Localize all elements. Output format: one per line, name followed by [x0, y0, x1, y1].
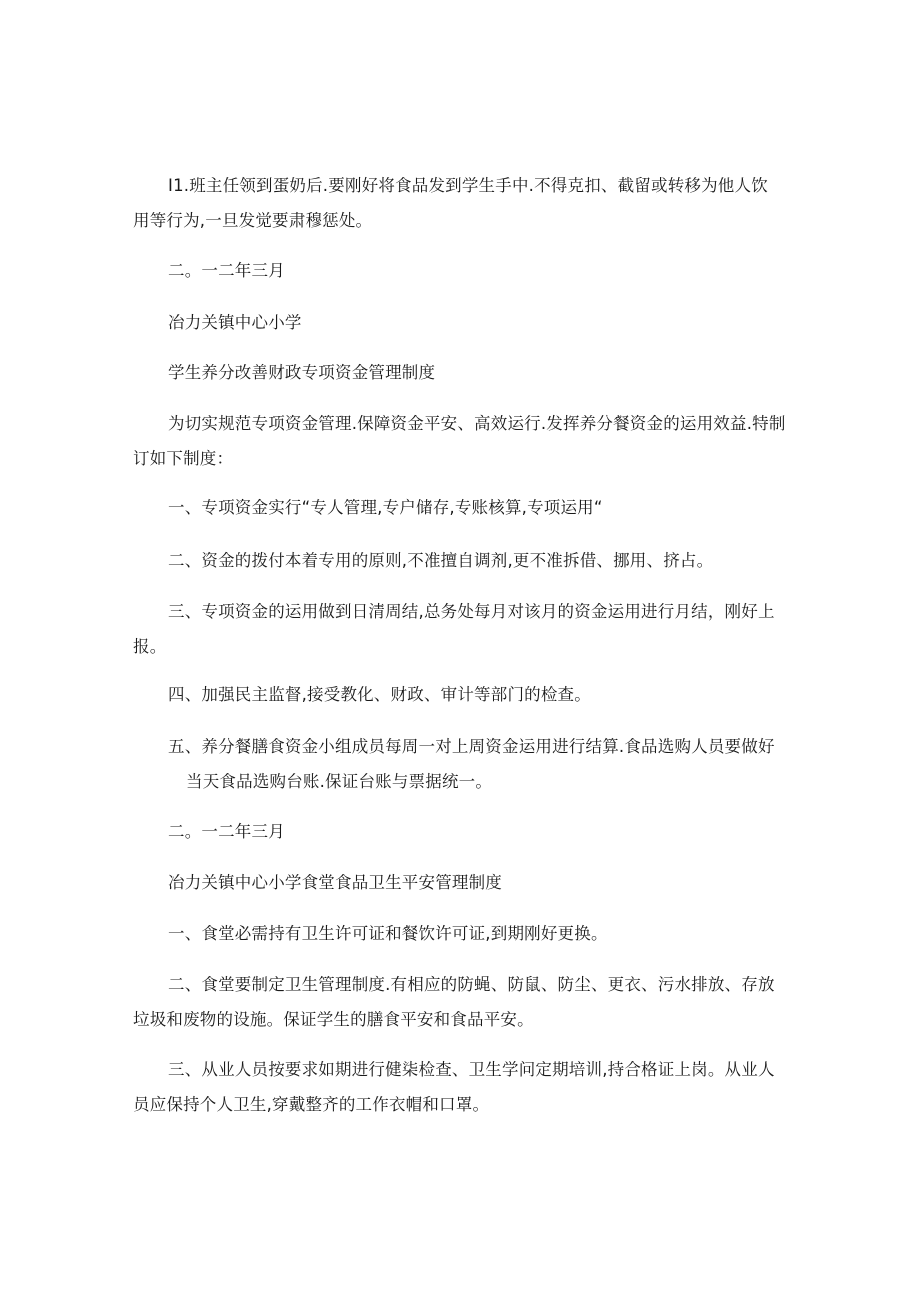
text-line: 三、专项资金的运用做到日清周结,总务处每月对该月的资金运用进行月结，刚好上: [168, 602, 775, 621]
text-line: I1.班主任领到蛋奶后.要刚好将食品发到学生手中.不得克扣、截留或转移为他人饮: [168, 176, 768, 195]
text-line: 二。一二年三月: [168, 261, 285, 280]
text-line: 一、食堂必需持有卫生许可证和餐饮许可证,到期刚好更换。: [168, 924, 608, 943]
text-line: 一、专项资金实行“专人管理,专户储存,专账核算,专项运用“: [168, 498, 603, 517]
canteen-rule-1: [133, 916, 793, 951]
school-name: [133, 305, 793, 340]
section-title-canteen: [133, 865, 793, 900]
text-line: 二、资金的拨付本着专用的原则,不准擅自调剂,更不准拆借、挪用、挤占。: [168, 551, 714, 570]
text-line: 四、加强民主监督,接受教化、财政、审计等部门的检查。: [168, 685, 591, 704]
rule-item-2: [133, 543, 793, 578]
text-line: 学生养分改善财政专项资金管理制度: [168, 363, 436, 382]
rule-item-3: [133, 594, 793, 664]
text-line: 员应保持个人卫生,穿戴整齐的工作衣帽和口罩。: [133, 1095, 490, 1114]
text-line: 三、从业人员按要求如期进行健柒检查、卫生学问定期培训,持合格证上岗。从业人: [168, 1060, 775, 1079]
rule-item-4: [133, 677, 793, 712]
text-line: 订如下制度：: [133, 449, 234, 468]
text-line: 冶力关镇中心小学食堂食品卫生平安管理制度: [168, 873, 502, 892]
paragraph-intro: [133, 406, 793, 476]
text-line: 当天食品选购台账.保证台账与票据统一。: [186, 772, 493, 791]
text-line: 冶力关镇中心小学: [168, 313, 302, 332]
text-line: 用等行为,一旦发觉要肃穆惩处。: [133, 211, 373, 230]
date-line: [133, 814, 793, 849]
rule-item-1: [133, 490, 793, 525]
text-line: 垃圾和废物的设施。保证学生的膳食平安和食品平安。: [133, 1010, 534, 1029]
text-line: 五、养分餐膳食资金小组成员每周一对上周资金运用进行结算.食品选购人员要做好: [168, 737, 775, 756]
canteen-rule-3: [133, 1052, 793, 1122]
rule-item-5: [133, 729, 793, 799]
paragraph-milk-distribution: [133, 168, 793, 238]
text-line: 二、食堂要制定卫生管理制度.有相应的防蝇、防鼠、防尘、更衣、污水排放、存放: [168, 975, 775, 994]
text-line: 为切实规范专项资金管理.保障资金平安、高效运行.发挥养分餐资金的运用效益.特制: [168, 414, 786, 433]
section-title-funds: [133, 355, 793, 390]
date-line: [133, 253, 793, 288]
text-line: 二。一二年三月: [168, 822, 285, 841]
canteen-rule-2: [133, 967, 793, 1037]
text-line: 报。: [133, 637, 167, 656]
